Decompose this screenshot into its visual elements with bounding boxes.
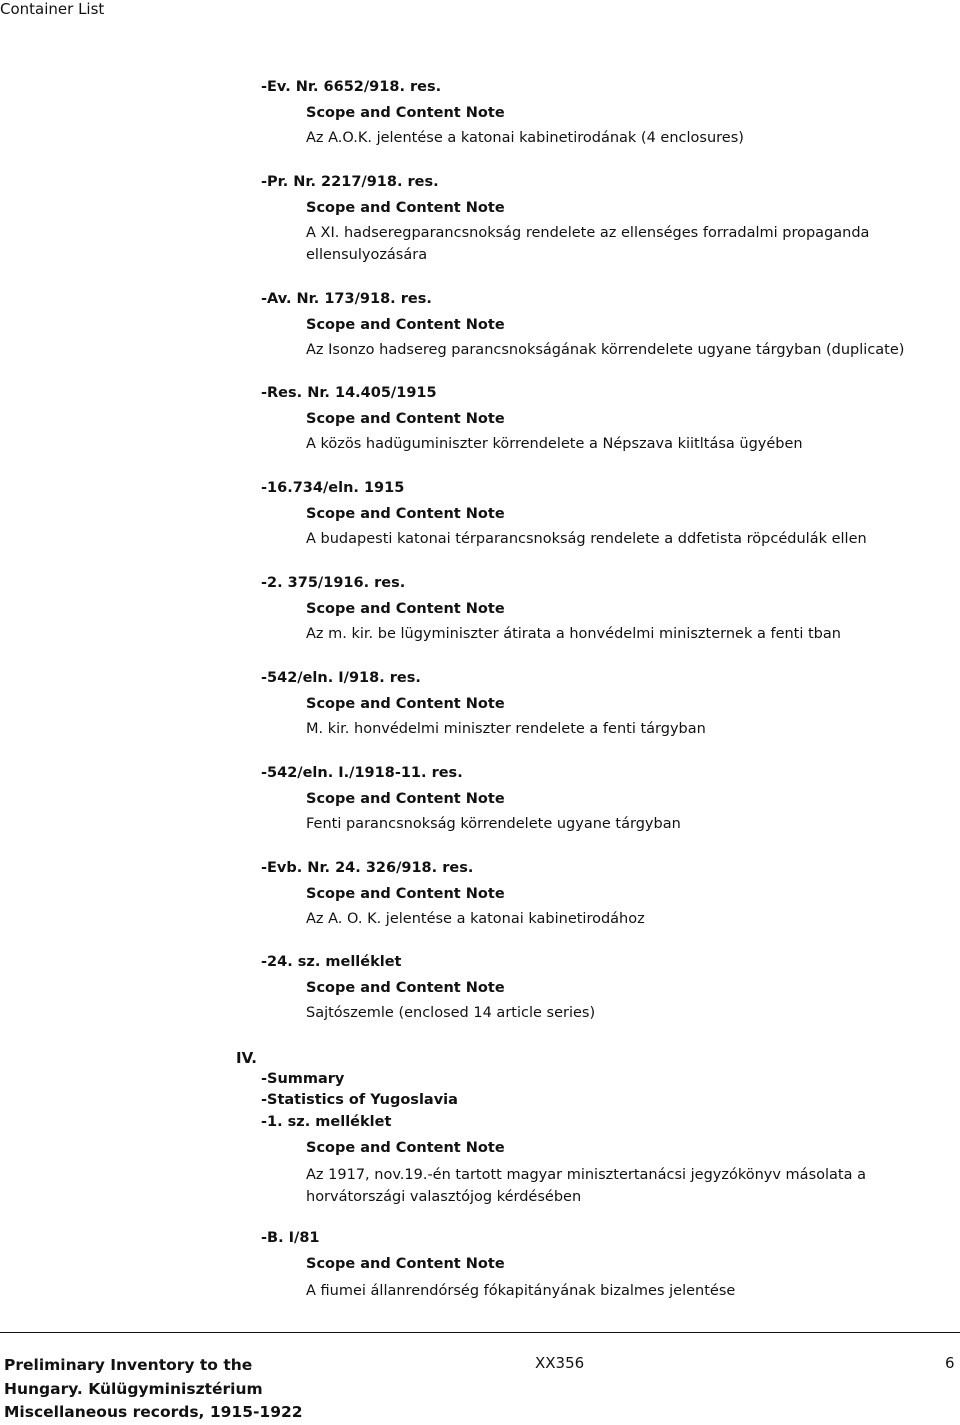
entry-title: -2. 375/1916. res. xyxy=(261,575,406,591)
note-text: M. kir. honvédelmi miniszter rendelete a fenti tárgyban xyxy=(306,721,706,737)
scope-heading: Scope and Content Note xyxy=(306,317,505,333)
note-text: Az A.O.K. jelentése a katonai kabinetirodának (4 enclosures) xyxy=(306,130,744,146)
entry-title: -542/eln. I/918. res. xyxy=(261,670,421,686)
note-text: Az Isonzo hadsereg parancsnokságának körrendelete ugyane tárgyban (duplicate) xyxy=(306,342,905,358)
scope-heading: Scope and Content Note xyxy=(306,886,505,902)
note-text: Az A. O. K. jelentése a katonai kabinetirodához xyxy=(306,911,645,927)
note-text: Az 1917, nov.19.-én tartott magyar minisztertanácsi jegyzókönyv másolata a horvátországi valasztójog kérdésében xyxy=(306,1167,866,1205)
note-text: A fiumei állanrendórség fókapitányának bizalmes jelentése xyxy=(306,1283,736,1299)
scope-heading: Scope and Content Note xyxy=(306,791,505,807)
note-text: Sajtószemle (enclosed 14 article series) xyxy=(306,1005,596,1021)
footer-line: Miscellaneous records, 1915-1922 xyxy=(4,1403,303,1421)
entry-title: -542/eln. I./1918-11. res. xyxy=(261,765,463,781)
scope-heading: Scope and Content Note xyxy=(306,506,505,522)
note-text: A budapesti katonai térparancsnokság rendelete a ddfetista röpcédulák ellen xyxy=(306,531,867,547)
footer-collection-id: XX356 xyxy=(535,1354,585,1372)
footer-collection-title xyxy=(4,1354,303,1425)
entry-title: -B. I/81 xyxy=(261,1230,320,1246)
entry-title: -Pr. Nr. 2217/918. res. xyxy=(261,174,439,190)
note-text: A XI. hadseregparancsnokság rendelete az ellenséges forradalmi propaganda ellensulyozására xyxy=(306,225,870,263)
entry-title: -24. sz. melléklet xyxy=(261,954,402,970)
note-text: A közös hadüguminiszter körrendelete a Népszava kiitltása ügyében xyxy=(306,436,803,452)
scope-heading: Scope and Content Note xyxy=(306,696,505,712)
page-number: 6 xyxy=(945,1354,955,1372)
scope-heading: Scope and Content Note xyxy=(306,105,505,121)
note-text: Az m. kir. be lügyminiszter átirata a honvédelmi miniszternek a fenti tban xyxy=(306,626,841,642)
scope-heading: Scope and Content Note xyxy=(306,1256,505,1272)
scope-heading: Scope and Content Note xyxy=(306,200,505,216)
entry-title: -Ev. Nr. 6652/918. res. xyxy=(261,79,442,95)
summary-heading: -Summary xyxy=(261,1071,345,1087)
entry-title: -Evb. Nr. 24. 326/918. res. xyxy=(261,860,474,876)
footer-line: Preliminary Inventory to the xyxy=(4,1356,253,1374)
scope-heading: Scope and Content Note xyxy=(306,411,505,427)
footer-line: Hungary. Külügyminisztérium xyxy=(4,1379,263,1398)
entry-title: -Res. Nr. 14.405/1915 xyxy=(261,385,437,401)
entry-title: -1. sz. melléklet xyxy=(261,1114,392,1130)
entry-title: -Av. Nr. 173/918. res. xyxy=(261,291,432,307)
series-label: IV. xyxy=(236,1049,257,1067)
statistics-heading: -Statistics of Yugoslavia xyxy=(261,1092,458,1108)
note-text: Fenti parancsnokság körrendelete ugyane tárgyban xyxy=(306,816,681,832)
scope-heading: Scope and Content Note xyxy=(306,601,505,617)
scope-heading: Scope and Content Note xyxy=(306,1140,505,1156)
page-title: Container List xyxy=(0,0,105,18)
footer-divider xyxy=(0,1332,960,1333)
scope-heading: Scope and Content Note xyxy=(306,980,505,996)
entry-title: -16.734/eln. 1915 xyxy=(261,480,405,496)
